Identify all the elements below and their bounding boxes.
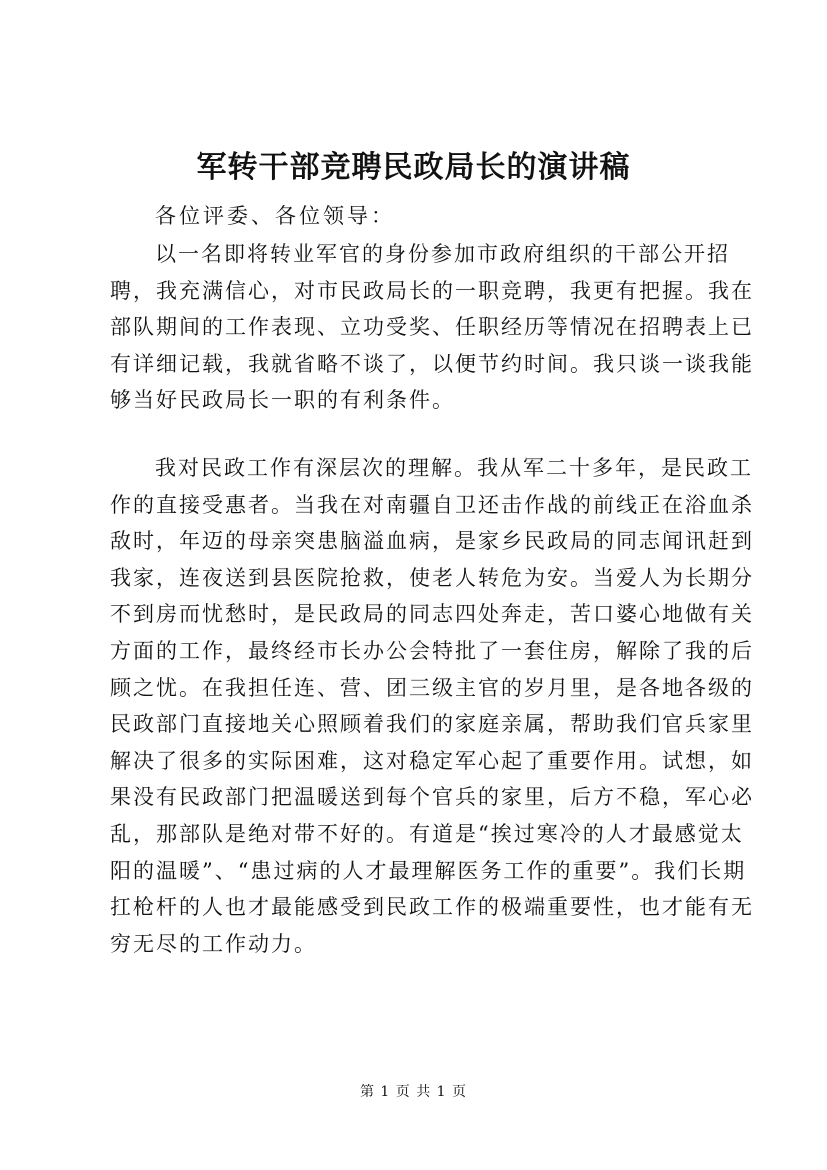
paragraph-line: 聘，我充满信心，对市民政局长的一职竞聘，我更有把握。我在 bbox=[110, 278, 754, 303]
paragraph-line: 有详细记载，我就省略不谈了，以便节约时间。我只谈一谈我能 bbox=[110, 351, 754, 376]
paragraph-line: 敌时，年迈的母亲突患脑溢血病，是家乡民政局的同志闻讯赶到 bbox=[110, 529, 754, 554]
paragraph-line: 民政部门直接地关心照顾着我们的家庭亲属，帮助我们官兵家里 bbox=[110, 712, 754, 737]
document-title: 军转干部竞聘民政局长的演讲稿 bbox=[196, 150, 631, 185]
paragraph-line: 以一名即将转业军官的身份参加市政府组织的干部公开招 bbox=[155, 242, 730, 266]
paragraph-line: 解决了很多的实际困难，这对稳定军心起了重要作用。试想，如 bbox=[110, 748, 754, 773]
paragraph-line: 穷无尽的工作动力。 bbox=[110, 931, 317, 956]
paragraph-2 bbox=[110, 450, 754, 962]
paragraph-line: 作的直接受惠者。当我在对南疆自卫还击作战的前线正在浴血杀 bbox=[110, 492, 754, 517]
paragraph-line: 我家，连夜送到县医院抢救，使老人转危为安。当爱人为长期分 bbox=[110, 565, 754, 590]
salutation: 各位评委、各位领导： bbox=[155, 204, 395, 228]
paragraph-line: 部队期间的工作表现、立功受奖、任职经历等情况在招聘表上已 bbox=[110, 315, 754, 340]
paragraph-line: 够当好民政局长一职的有利条件。 bbox=[110, 388, 455, 413]
paragraph-line: 我对民政工作有深层次的理解。我从军二十多年，是民政工 bbox=[155, 456, 753, 480]
paragraph-line: 果没有民政部门把温暖送到每个官兵的家里，后方不稳，军心必 bbox=[110, 785, 754, 810]
page-number-footer: 第 1 页 共 1 页 bbox=[359, 1084, 468, 1100]
paragraph-line: 方面的工作，最终经市长办公会特批了一套住房，解除了我的后 bbox=[110, 638, 754, 663]
paragraph-line: 不到房而忧愁时，是民政局的同志四处奔走，苦口婆心地做有关 bbox=[110, 602, 754, 627]
paragraph-line: 阳的温暖”、“患过病的人才最理解医务工作的重要”。我们长期 bbox=[110, 858, 747, 883]
paragraph-line: 顾之忧。在我担任连、营、团三级主官的岁月里，是各地各级的 bbox=[110, 675, 754, 700]
paragraph-line: 扛枪杆的人也才最能感受到民政工作的极端重要性，也才能有无 bbox=[110, 895, 754, 920]
paragraph-1 bbox=[110, 236, 754, 419]
paragraph-line: 乱，那部队是绝对带不好的。有道是“挨过寒冷的人才最感觉太 bbox=[110, 821, 744, 846]
